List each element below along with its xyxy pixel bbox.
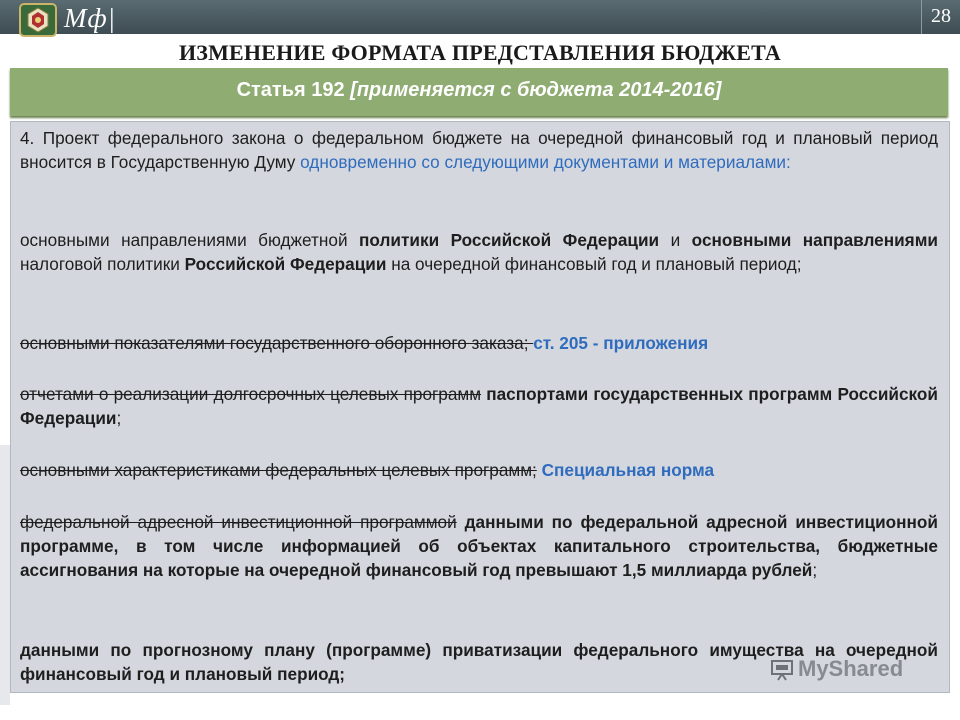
- page-number: 28: [921, 0, 960, 34]
- page-title: ИЗМЕНЕНИЕ ФОРМАТА ПРЕДСТАВЛЕНИЯ БЮДЖЕТА: [178, 40, 782, 65]
- p1-text: 4. Проект федерального закона о федеральном бюджете на очередной финансовый год и плановый период вносится в Государственную Думу: [20, 128, 938, 172]
- paragraph-4: [20, 382, 938, 430]
- p4-bold: паспортами государственных программ Российской Федерации: [20, 384, 938, 428]
- ministry-emblem-icon: [18, 2, 58, 38]
- p2-text-d: на очередной финансовый год и плановый период;: [386, 254, 802, 274]
- paragraph-5: [20, 458, 938, 482]
- paragraph-1: [20, 126, 938, 174]
- article-label: Статья 192: [236, 79, 345, 101]
- p6-bold: данными по федеральной адресной инвестиционной программе, в том числе информацией об объектах капитального строительства, бюджетные ассигнования на которые на очередной финансовый год превышают 1,5 миллиарда рублей: [20, 512, 938, 580]
- content-panel: [10, 121, 950, 693]
- p6-struck-text: федеральной адресной инвестиционной программой: [20, 512, 457, 532]
- p2-text-a: основными направлениями бюджетной: [20, 230, 360, 250]
- p2-bold-a: политики Российской Федерации: [359, 230, 660, 250]
- p2-bold-c: Российской Федерации: [184, 254, 387, 274]
- brand-label: Мф|: [64, 3, 117, 33]
- left-edge-strip: [0, 445, 10, 705]
- watermark-label: MyShared: [798, 656, 904, 681]
- p2-bold-b: основными направлениями: [691, 230, 938, 250]
- p5-special-note: Специальная норма: [536, 460, 715, 480]
- p4-end: ;: [116, 408, 122, 428]
- header-bar: [0, 0, 960, 34]
- p6-end: ;: [812, 560, 818, 580]
- p7-bold: данными по прогнозному плану (программе) приватизации федерального имущества на очередной финансовый год и плановый период;: [20, 640, 938, 684]
- article-banner: [10, 68, 948, 116]
- paragraph-3: [20, 331, 938, 355]
- paragraph-2: [20, 228, 938, 276]
- p2-text-c: налоговой политики: [20, 254, 185, 274]
- presentation-icon: [770, 658, 794, 682]
- article-note: [применяется с бюджета 2014-2016]: [350, 79, 722, 101]
- p3-struck-text: основными показателями государственного оборонного заказа;: [20, 333, 534, 353]
- p2-text-b: и: [659, 230, 692, 250]
- p4-struck-text: отчетами о реализации долгосрочных целевых программ: [20, 384, 482, 404]
- paragraph-6: [20, 510, 938, 582]
- p1-highlight: одновременно со следующими документами и материалами:: [300, 152, 791, 172]
- p3-reference: ст. 205 - приложения: [533, 333, 709, 353]
- p5-struck-text: основными характеристиками федеральных целевых программ;: [20, 460, 537, 480]
